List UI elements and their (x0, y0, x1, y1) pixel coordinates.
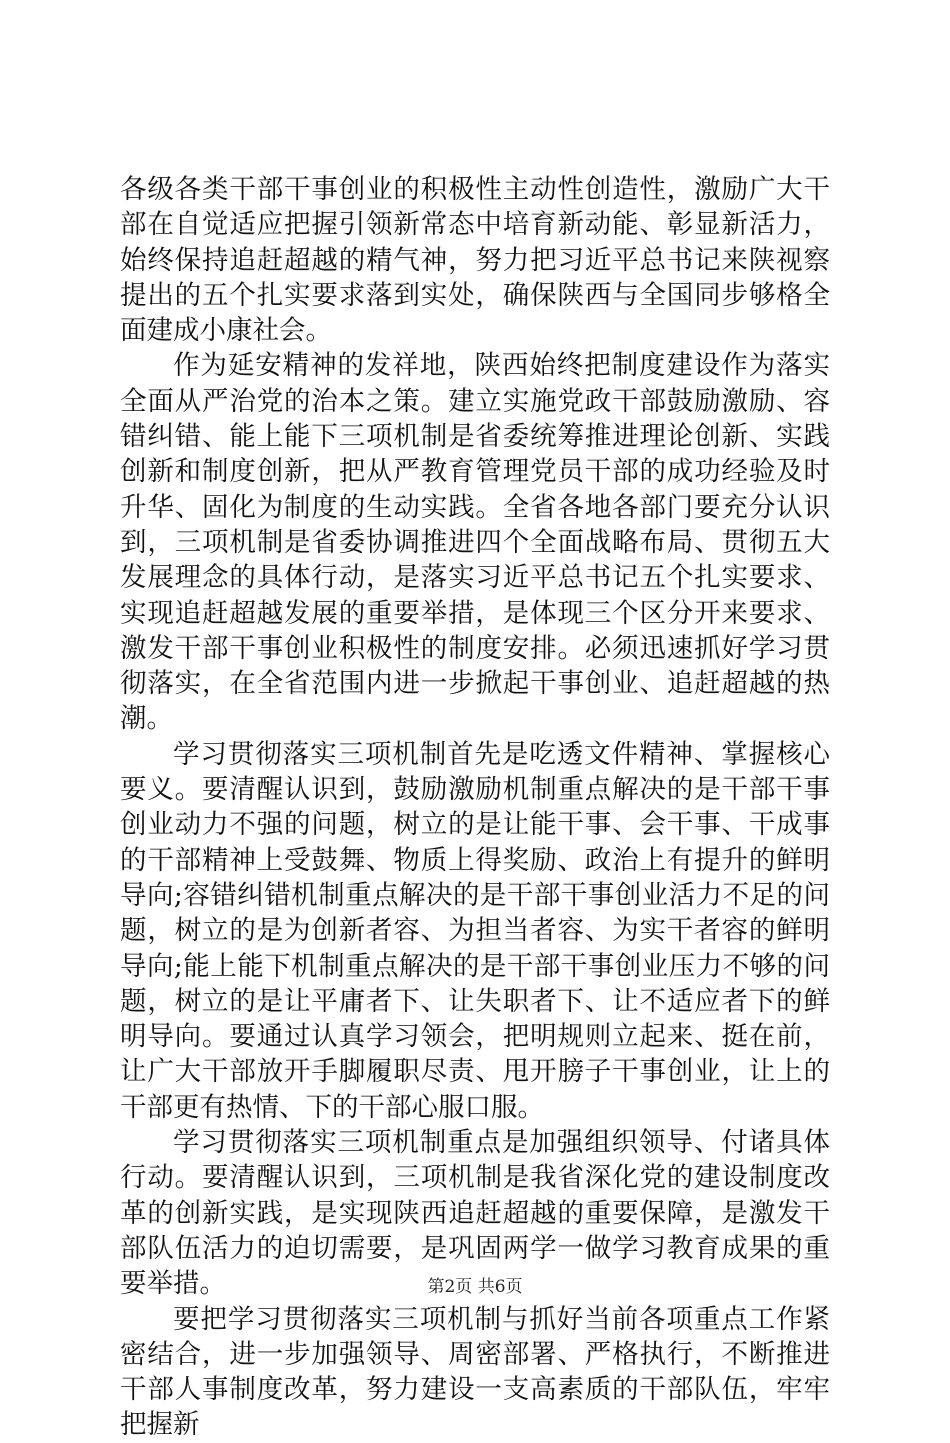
paragraph-5: 要把学习贯彻落实三项机制与抓好当前各项重点工作紧密结合，进一步加强领导、周密部署、严格执行，不断推进干部人事制度改革，努力建设一支高素质的干部队伍，牢牢把握新 (120, 1303, 830, 1441)
paragraph-3: 学习贯彻落实三项机制首先是吃透文件精神、掌握核心要义。要清醒认识到，鼓励激励机制重点解决的是干部干事创业动力不强的问题，树立的是让能干事、会干事、干成事的干部精神上受鼓舞、物质上得奖励、政治上有提升的鲜明导向;容错纠错机制重点解决的是干部干事创业活力不足的问题，树立的是为创新者容、为担当者容、为实干者容的鲜明导向;能上能下机制重点解决的是干部干事创业压力不够的问题，树立的是让平庸者下、让失职者下、让不适应者下的鲜明导向。要通过认真学习领会，把明规则立起来、挺在前，让广大干部放开手脚履职尽责、甩开膀子干事创业，让上的干部更有热情、下的干部心服口服。 (120, 738, 830, 1123)
paragraph-1: 各级各类干部干事创业的积极性主动性创造性，激励广大干部在自觉适应把握引领新常态中培育新动能、彰显新活力，始终保持追赶超越的精气神，努力把习近平总书记来陕视察提出的五个扎实要求落到实处，确保陕西与全国同步够格全面建成小康社会。 (120, 174, 830, 347)
paragraph-4: 学习贯彻落实三项机制重点是加强组织领导、付诸具体行动。要清醒认识到，三项机制是我省深化党的建设制度改革的创新实践，是实现陕西追赶超越的重要保障，是激发干部队伍活力的迫切需要，是巩固两学一做学习教育成果的重要举措。 (120, 1127, 830, 1300)
page-number-footer: 第2页 共6页 (427, 1277, 523, 1297)
paragraph-2: 作为延安精神的发祥地，陕西始终把制度建设作为落实全面从严治党的治本之策。建立实施党政干部鼓励激励、容错纠错、能上能下三项机制是省委统筹推进理论创新、实践创新和制度创新，把从严教育管理党员干部的成功经验及时升华、固化为制度的生动实践。全省各地各部门要充分认识到，三项机制是省委协调推进四个全面战略布局、贯彻五大发展理念的具体行动，是落实习近平总书记五个扎实要求、实现追赶超越发展的重要举措，是体现三个区分开来要求、激发干部干事创业积极性的制度安排。必须迅速抓好学习贯彻落实，在全省范围内进一步掀起干事创业、追赶超越的热潮。 (120, 350, 830, 735)
document-body (120, 172, 830, 1443)
